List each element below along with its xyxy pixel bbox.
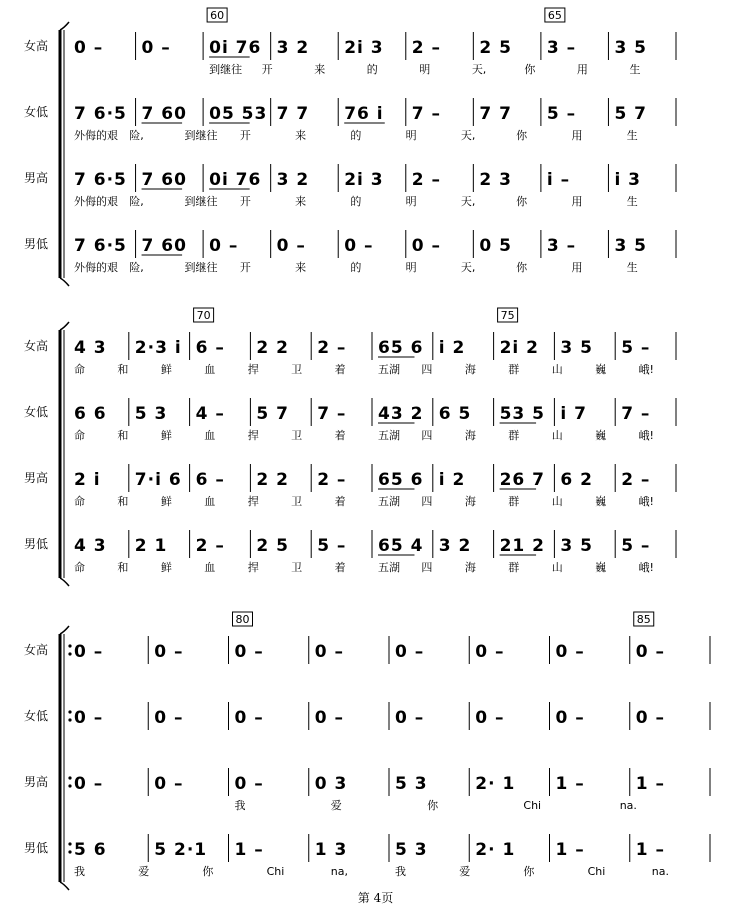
measure-notes: 0 – (635, 708, 665, 728)
measure-notes: i – (546, 170, 571, 190)
lyric-word: 到继往 (209, 63, 243, 76)
measure-notes: 1 – (234, 840, 264, 860)
measure-notes: 2 – (195, 536, 225, 556)
measure-number: 65 (547, 9, 562, 22)
lyric-word: 山 (551, 561, 563, 574)
lyric-word: 我 (234, 799, 246, 812)
measure-notes: 6 2 (560, 470, 593, 490)
lyric-word: 你 (427, 799, 439, 812)
measure-notes: 7 – (317, 404, 347, 424)
measure-notes: 7 6·5 (74, 104, 127, 124)
lyric-word: 的 (350, 195, 362, 208)
lyric-word: 生 (626, 195, 638, 208)
measure-notes: 0 – (276, 236, 306, 256)
measure-notes: 2 – (317, 338, 347, 358)
lyric-word: 天, (460, 129, 476, 142)
measure-notes: 5 – (546, 104, 577, 124)
repeat-dot (68, 850, 71, 853)
voice-label: 女高 (24, 39, 49, 53)
measure-notes: 0 – (395, 642, 425, 662)
measure-notes: 2 2 (256, 470, 289, 490)
lyric-word: 用 (571, 195, 583, 208)
lyric-word: 的 (350, 261, 362, 274)
lyric-word: 捍 (247, 429, 259, 442)
lyric-word: 的 (350, 129, 362, 142)
measure-notes: 2 3 (479, 170, 512, 190)
measure-notes: 0 – (314, 708, 344, 728)
measure-notes: 3 5 (614, 38, 648, 58)
voice-label: 男低 (24, 237, 49, 251)
measure-notes: 0 – (395, 708, 425, 728)
lyric-word: 山 (551, 363, 563, 376)
bracket-curl-top (60, 322, 69, 330)
measure-notes: 0 – (234, 774, 264, 794)
measure-notes: 2·3 i (134, 338, 182, 358)
measure-notes: 7 – (411, 104, 442, 124)
measure-notes: 21 2 (499, 536, 546, 556)
lyric-word: 外侮的艰 (74, 261, 118, 274)
lyric-word: 群 (508, 429, 520, 442)
measure-notes: 05 53 (209, 104, 268, 124)
voice-label: 男高 (24, 775, 49, 789)
measure-notes: 0 – (141, 38, 171, 58)
lyric-word: 血 (204, 363, 216, 376)
measure-notes: 7 6·5 (74, 236, 127, 256)
bracket-curl-top (60, 626, 69, 634)
lyric-word: na, (330, 865, 349, 878)
lyric-word: 鲜 (160, 561, 172, 574)
lyric-word: 明 (405, 129, 417, 142)
bracket-curl-bottom (60, 278, 69, 286)
lyric-word: 命 (74, 495, 85, 508)
measure-notes: 0 – (74, 774, 104, 794)
lyric-word: na. (619, 799, 637, 812)
measure-notes: 0 – (154, 708, 184, 728)
measure-number: 75 (500, 309, 515, 322)
lyric-word: 和 (117, 363, 129, 376)
measure-number: 85 (636, 613, 651, 626)
measure-notes: 0 3 (314, 774, 348, 794)
lyric-word: 明 (419, 63, 431, 76)
measure-notes: 2· 1 (475, 840, 516, 860)
measure-notes: 2 – (621, 470, 651, 490)
measure-notes: 0 – (555, 708, 585, 728)
measure-notes: 7·i 6 (134, 470, 182, 490)
measure-notes: 3 – (546, 38, 577, 58)
measure-notes: 0 – (234, 708, 264, 728)
lyric-word: 爱 (330, 799, 342, 812)
voice-label: 男低 (24, 537, 49, 551)
measure-notes: 5 6 (74, 840, 107, 860)
lyric-word: 四 (421, 429, 433, 442)
lyric-word: 险, (129, 129, 144, 142)
lyric-word: 血 (204, 561, 216, 574)
measure-notes: 1 – (635, 774, 665, 794)
lyric-word: na. (651, 865, 670, 878)
lyric-word: 和 (117, 561, 129, 574)
lyric-word: 生 (626, 129, 638, 142)
measure-notes: i 3 (614, 170, 642, 190)
measure-notes: 65 4 (378, 536, 424, 556)
measure-notes: 6 6 (74, 404, 107, 424)
measure-notes: 7 60 (141, 236, 187, 256)
lyric-word: 明 (405, 261, 417, 274)
lyric-word: 开 (261, 63, 273, 76)
measure-notes: 4 3 (74, 536, 107, 556)
measure-notes: 7 – (621, 404, 651, 424)
lyric-word: Chi (266, 865, 285, 878)
measure-notes: 5 7 (256, 404, 289, 424)
lyric-word: 捍 (247, 495, 259, 508)
lyric-word: 和 (117, 495, 129, 508)
measure-notes: 76 i (344, 104, 384, 124)
lyric-word: 来 (295, 129, 307, 142)
measure-notes: 0 – (314, 642, 344, 662)
measure-notes: 1 – (555, 840, 585, 860)
lyric-word: 着 (334, 363, 346, 376)
voice-label: 女低 (24, 105, 49, 119)
measure-notes: 53 5 (499, 404, 546, 424)
lyric-word: 捍 (247, 363, 259, 376)
lyric-word: 爱 (459, 865, 471, 878)
lyric-word: 命 (74, 429, 85, 442)
measure-notes: 0 – (555, 642, 585, 662)
lyric-word: 命 (74, 561, 85, 574)
measure-notes: 7 60 (141, 170, 187, 190)
measure-notes: 3 5 (560, 536, 593, 556)
measure-number: 70 (196, 309, 211, 322)
measure-notes: 0 – (154, 642, 184, 662)
lyric-word: 血 (204, 429, 216, 442)
lyric-word: 四 (421, 495, 433, 508)
measure-notes: 3 5 (614, 236, 648, 256)
lyric-word: 卫 (291, 561, 303, 574)
lyric-word: 巍 (595, 495, 607, 508)
measure-notes: 0 – (234, 642, 264, 662)
measure-notes: 6 – (195, 470, 225, 490)
measure-notes: 6 5 (438, 404, 472, 424)
lyric-word: 开 (239, 261, 251, 274)
repeat-dot (68, 842, 71, 845)
bracket-curl-top (60, 22, 69, 30)
voice-label: 男低 (24, 841, 49, 855)
measure-notes: 1 – (635, 840, 665, 860)
measure-notes: 3 5 (560, 338, 593, 358)
measure-notes: 3 2 (438, 536, 472, 556)
repeat-dot (68, 652, 71, 655)
measure-notes: 0 5 (479, 236, 512, 256)
measure-notes: 26 7 (499, 470, 546, 490)
lyric-word: 四 (421, 561, 433, 574)
lyric-word: 着 (334, 495, 346, 508)
measure-notes: 0 – (74, 708, 104, 728)
measure-notes: 4 3 (74, 338, 107, 358)
measure-notes: 2· 1 (475, 774, 516, 794)
measure-notes: 7 60 (141, 104, 187, 124)
lyric-word: 明 (405, 195, 417, 208)
lyric-word: 你 (524, 63, 536, 76)
measure-notes: 0 – (209, 236, 239, 256)
measure-notes: 2 – (317, 470, 347, 490)
voice-label: 女低 (24, 709, 49, 723)
lyric-word: 的 (366, 63, 378, 76)
measure-notes: 0 – (635, 642, 665, 662)
measure-notes: i 2 (438, 470, 466, 490)
measure-notes: 0 – (154, 774, 184, 794)
lyric-word: 生 (626, 261, 638, 274)
voice-label: 男高 (24, 171, 49, 185)
lyric-word: 着 (334, 561, 346, 574)
measure-notes: 43 2 (378, 404, 424, 424)
measure-notes: 2 – (411, 38, 442, 58)
lyric-word: 开 (239, 129, 251, 142)
measure-notes: 0i 76 (209, 170, 262, 190)
measure-notes: 65 6 (378, 338, 424, 358)
lyric-word: 五湖 (378, 429, 400, 442)
measure-notes: 7 7 (479, 104, 512, 124)
measure-notes: 2i 3 (344, 170, 384, 190)
lyric-word: 鲜 (160, 429, 172, 442)
measure-notes: 3 2 (276, 38, 310, 58)
lyric-word: 生 (629, 63, 641, 76)
repeat-dot (68, 718, 71, 721)
lyric-word: 天, (460, 195, 476, 208)
lyric-word: 爱 (138, 865, 150, 878)
measure-notes: 5 3 (395, 840, 428, 860)
measure-notes: 3 2 (276, 170, 310, 190)
lyric-word: 着 (334, 429, 346, 442)
lyric-word: 外侮的艰 (74, 129, 118, 142)
measure-notes: i 2 (438, 338, 466, 358)
lyric-word: 峨! (638, 429, 654, 442)
measure-notes: 2 i (74, 470, 101, 490)
lyric-word: 峨! (638, 495, 654, 508)
measure-notes: 7 7 (276, 104, 310, 124)
lyric-word: 你 (516, 129, 528, 142)
lyric-word: 鲜 (160, 495, 172, 508)
measure-notes: 2 5 (256, 536, 289, 556)
lyric-word: 巍 (595, 363, 607, 376)
lyric-word: 开 (239, 195, 251, 208)
lyric-word: 山 (551, 495, 563, 508)
measure-notes: 3 – (546, 236, 577, 256)
voice-label: 女低 (24, 405, 49, 419)
lyric-word: 我 (395, 865, 406, 878)
lyric-word: 和 (117, 429, 129, 442)
lyric-word: 鲜 (160, 363, 172, 376)
lyric-word: 群 (508, 495, 520, 508)
measure-notes: 5 2·1 (154, 840, 208, 860)
page-number: 第 4页 (357, 891, 394, 905)
lyric-word: 你 (516, 261, 528, 274)
repeat-dot (68, 776, 71, 779)
measure-notes: 5 7 (614, 104, 648, 124)
lyric-word: 险, (129, 261, 144, 274)
measure-number: 60 (210, 9, 225, 22)
lyric-word: 海 (464, 429, 476, 442)
lyric-word: Chi (587, 865, 606, 878)
lyric-word: 群 (508, 363, 520, 376)
lyric-word: 峨! (638, 363, 654, 376)
measure-notes: 0 – (475, 642, 505, 662)
measure-notes: 2i 2 (499, 338, 540, 358)
repeat-dot (68, 710, 71, 713)
bracket-curl-bottom (60, 578, 69, 586)
lyric-word: 来 (295, 195, 307, 208)
measure-notes: 2i 3 (344, 38, 384, 58)
lyric-word: 到继往 (184, 261, 218, 274)
lyric-word: Chi (523, 799, 542, 812)
measure-notes: i 7 (560, 404, 587, 424)
voice-label: 女高 (24, 643, 49, 657)
measure-number: 80 (235, 613, 250, 626)
measure-notes: 6 – (195, 338, 225, 358)
lyric-word: 群 (508, 561, 520, 574)
lyric-word: 血 (204, 495, 216, 508)
lyric-word: 四 (421, 363, 433, 376)
measure-notes: 2 5 (479, 38, 512, 58)
measure-notes: 4 – (195, 404, 225, 424)
lyric-word: 用 (571, 261, 583, 274)
lyric-word: 天, (471, 63, 487, 76)
measure-notes: 7 6·5 (74, 170, 127, 190)
lyric-word: 天, (460, 261, 476, 274)
lyric-word: 海 (464, 363, 476, 376)
measure-notes: 5 3 (395, 774, 428, 794)
lyric-word: 五湖 (378, 363, 400, 376)
lyric-word: 到继往 (184, 129, 218, 142)
lyric-word: 来 (314, 63, 326, 76)
voice-label: 男高 (24, 471, 49, 485)
measure-notes: 5 – (621, 338, 651, 358)
measure-notes: 2 2 (256, 338, 289, 358)
measure-notes: 0 – (344, 236, 374, 256)
lyric-word: 五湖 (378, 561, 400, 574)
measure-notes: 5 – (621, 536, 651, 556)
lyric-word: 卫 (291, 495, 303, 508)
measure-notes: 5 – (317, 536, 347, 556)
lyric-word: 命 (74, 363, 85, 376)
measure-notes: 0 – (475, 708, 505, 728)
lyric-word: 海 (464, 495, 476, 508)
measure-notes: 2 – (411, 170, 442, 190)
lyric-word: 你 (202, 865, 214, 878)
lyric-word: 你 (516, 195, 528, 208)
lyric-word: 巍 (595, 429, 607, 442)
lyric-word: 险, (129, 195, 144, 208)
lyric-word: 峨! (638, 561, 654, 574)
lyric-word: 五湖 (378, 495, 400, 508)
repeat-dot (68, 644, 71, 647)
lyric-word: 用 (576, 63, 588, 76)
measure-notes: 1 – (555, 774, 585, 794)
lyric-word: 到继往 (184, 195, 218, 208)
measure-notes: 5 3 (134, 404, 168, 424)
measure-notes: 0i 76 (209, 38, 262, 58)
voice-label: 女高 (24, 339, 49, 353)
lyric-word: 卫 (291, 363, 303, 376)
measure-notes: 0 – (411, 236, 442, 256)
lyric-word: 用 (571, 129, 583, 142)
lyric-word: 你 (523, 865, 535, 878)
lyric-word: 海 (464, 561, 476, 574)
lyric-word: 卫 (291, 429, 303, 442)
lyric-word: 我 (74, 865, 85, 878)
lyric-word: 山 (551, 429, 563, 442)
lyric-word: 捍 (247, 561, 259, 574)
lyric-word: 来 (295, 261, 307, 274)
measure-notes: 0 – (74, 642, 104, 662)
lyric-word: 巍 (595, 561, 607, 574)
lyric-word: 外侮的艰 (74, 195, 118, 208)
measure-notes: 1 3 (314, 840, 348, 860)
measure-notes: 65 6 (378, 470, 424, 490)
repeat-dot (68, 784, 71, 787)
measure-notes: 0 – (74, 38, 104, 58)
measure-notes: 2 1 (134, 536, 168, 556)
